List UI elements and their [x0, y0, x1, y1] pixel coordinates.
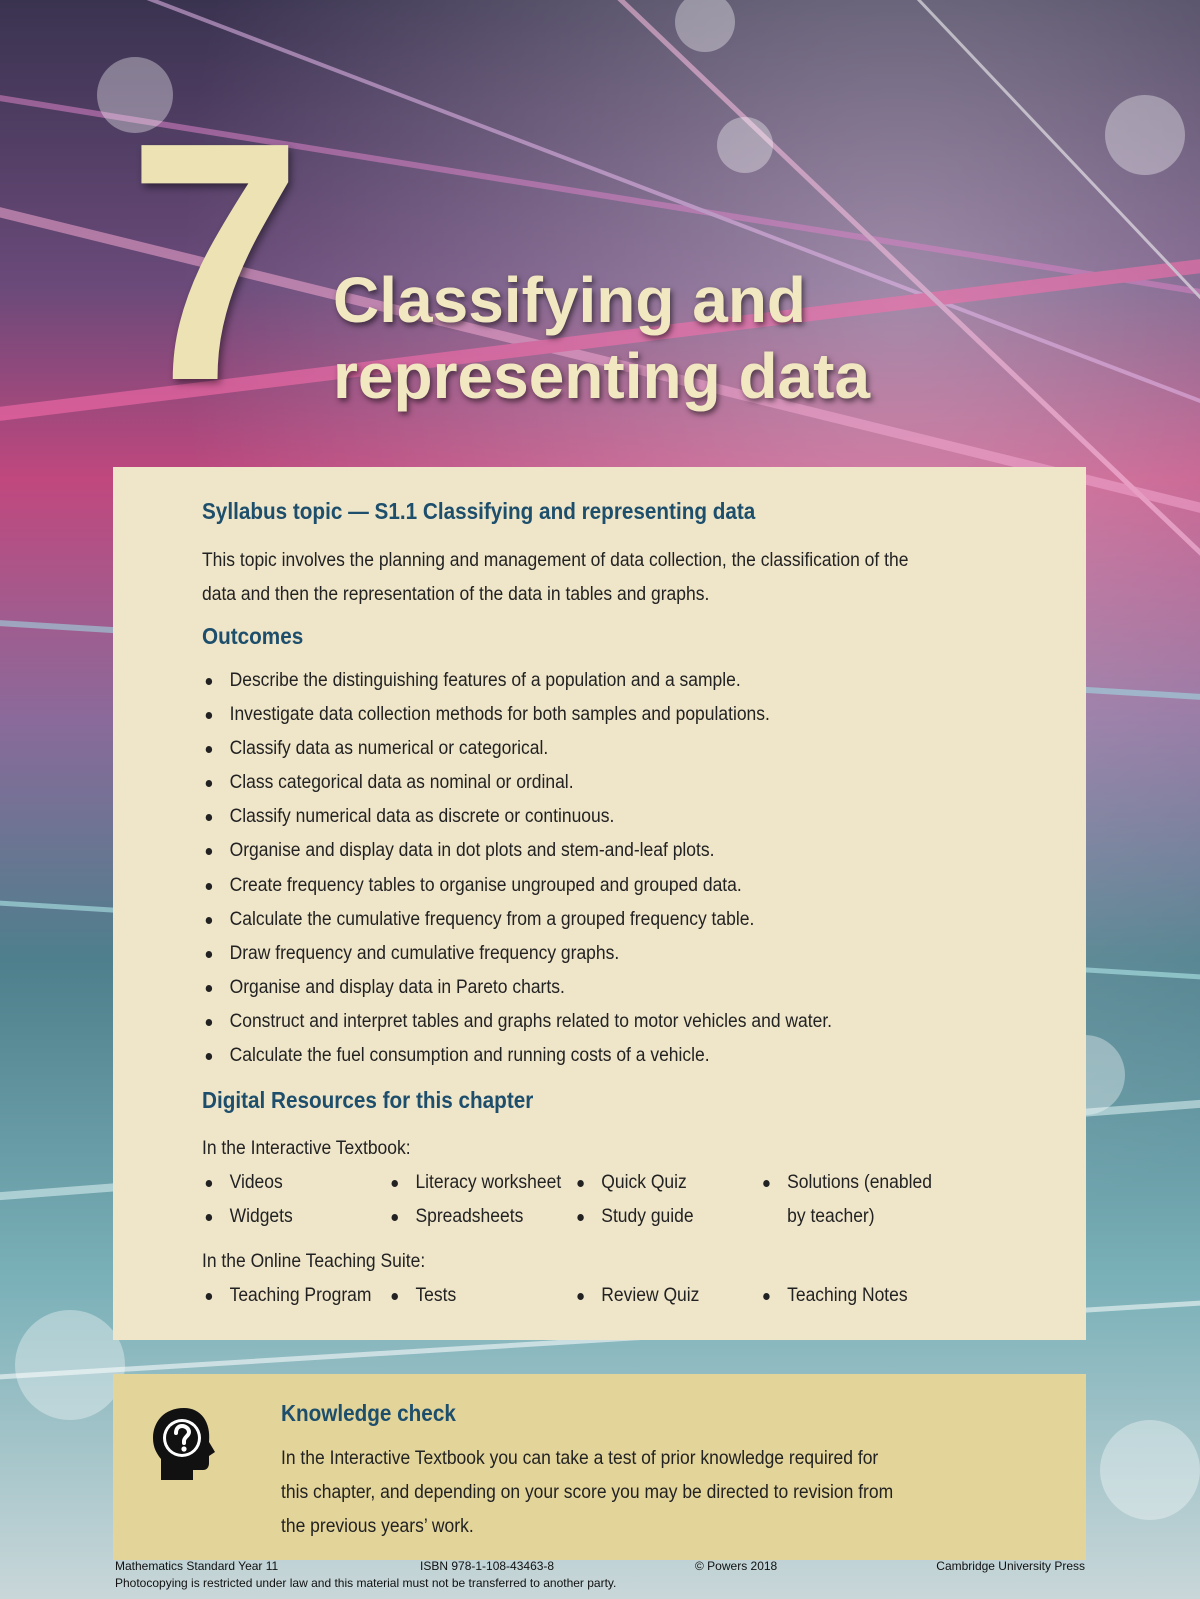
- outcome-item: Classify data as numerical or categorical.: [202, 732, 832, 766]
- knowledge-check-line-1: In the Interactive Textbook you can take a test of prior knowledge required for: [281, 1448, 879, 1469]
- resource-videos[interactable]: Videos: [202, 1166, 283, 1200]
- footer-notice: Photocopying is restricted under law and this material must not be transferred to another party.: [115, 1576, 617, 1590]
- footer-isbn: ISBN 978-1-108-43463-8: [420, 1559, 555, 1573]
- outcome-item: Draw frequency and cumulative frequency graphs.: [202, 937, 832, 971]
- knowledge-check-heading: Knowledge check: [281, 1400, 456, 1426]
- resource-spreadsheets[interactable]: Spreadsheets: [388, 1200, 523, 1234]
- syllabus-intro: [202, 544, 993, 612]
- resource-study-guide[interactable]: Study guide: [574, 1200, 694, 1234]
- resource-review-quiz[interactable]: Review Quiz: [574, 1279, 700, 1313]
- footer-copyright: © Powers 2018: [695, 1559, 778, 1573]
- resource-solutions[interactable]: Solutions (enabled: [760, 1166, 932, 1200]
- resource-solutions-continued: by teacher): [787, 1206, 875, 1227]
- chapter-title-line2: representing data: [333, 340, 871, 412]
- outcome-item: Class categorical data as nominal or ordinal.: [202, 766, 832, 800]
- syllabus-panel: [113, 467, 1086, 1340]
- intro-line-1: This topic involves the planning and management of data collection, the classification of the: [202, 550, 909, 571]
- footer-meta: [115, 1559, 1085, 1575]
- knowledge-check-line-2: this chapter, and depending on your score you may be directed to revision from: [281, 1482, 894, 1503]
- digital-resources-heading: Digital Resources for this chapter: [202, 1087, 534, 1113]
- outcome-item: Construct and interpret tables and graphs related to motor vehicles and water.: [202, 1005, 832, 1039]
- outcome-item: Investigate data collection methods for both samples and populations.: [202, 698, 832, 732]
- knowledge-check-panel: [113, 1374, 1086, 1560]
- outcome-item: Create frequency tables to organise ungrouped and grouped data.: [202, 869, 832, 903]
- outcome-item: Classify numerical data as discrete or continuous.: [202, 800, 832, 834]
- footer-publisher: Cambridge University Press: [936, 1559, 1085, 1573]
- resource-teaching-notes[interactable]: Teaching Notes: [760, 1279, 908, 1313]
- chapter-title-line1: Classifying and: [333, 264, 806, 336]
- intro-line-2: data and then the representation of the data in tables and graphs.: [202, 584, 710, 605]
- chapter-title: [333, 262, 870, 414]
- outcome-item: Organise and display data in dot plots and stem-and-leaf plots.: [202, 834, 832, 868]
- footer-book-title: Mathematics Standard Year 11: [115, 1559, 279, 1573]
- outcomes-list: [202, 664, 832, 1073]
- resource-tests[interactable]: Tests: [388, 1279, 456, 1313]
- outcome-item: Organise and display data in Pareto charts.: [202, 971, 832, 1005]
- teaching-suite-label: In the Online Teaching Suite:: [202, 1251, 426, 1272]
- resource-literacy-worksheet[interactable]: Literacy worksheet: [388, 1166, 561, 1200]
- outcomes-heading: Outcomes: [202, 623, 304, 649]
- interactive-textbook-label: In the Interactive Textbook:: [202, 1138, 411, 1159]
- resource-widgets[interactable]: Widgets: [202, 1200, 293, 1234]
- syllabus-heading: Syllabus topic — S1.1 Classifying and representing data: [202, 498, 756, 524]
- outcome-item: Calculate the cumulative frequency from a grouped frequency table.: [202, 903, 832, 937]
- resource-quick-quiz[interactable]: Quick Quiz: [574, 1166, 687, 1200]
- chapter-number: 7: [128, 72, 293, 452]
- outcome-item: Describe the distinguishing features of a population and a sample.: [202, 664, 832, 698]
- outcome-item: Calculate the fuel consumption and running costs of a vehicle.: [202, 1039, 832, 1073]
- resource-teaching-program[interactable]: Teaching Program: [202, 1279, 371, 1313]
- head-question-icon: [149, 1404, 219, 1484]
- knowledge-check-line-3: the previous years’ work.: [281, 1516, 474, 1537]
- knowledge-check-text: [281, 1442, 925, 1544]
